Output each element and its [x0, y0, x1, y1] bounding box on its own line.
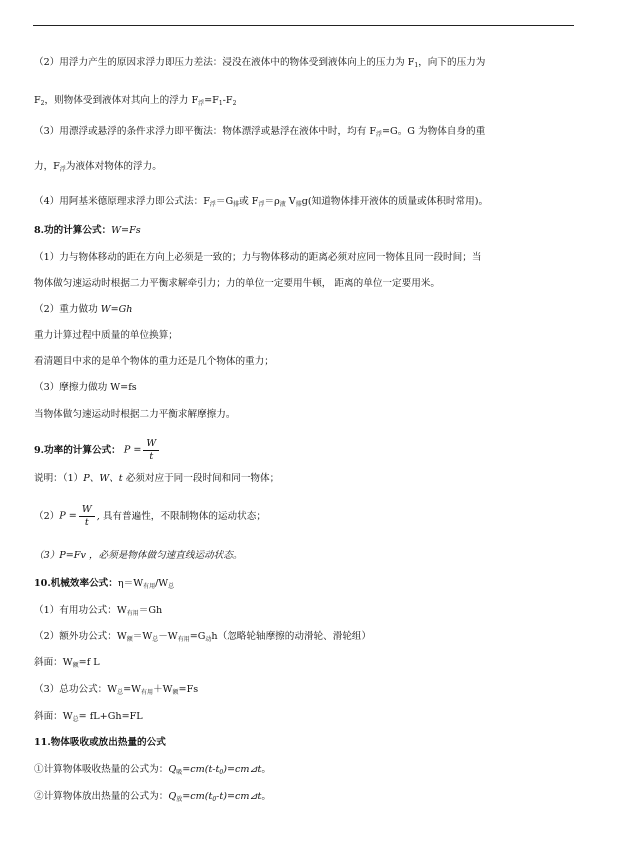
line-9c: （3）P=Fv ，必须是物体做匀速直线运动状态。 — [34, 550, 243, 561]
line-11b: ②计算物体放出热量的公式为：$Q_放=cm(t_0-t)=cm⊿t$。 — [34, 791, 271, 803]
line-8a: （1）力与物体移动的距在方向上必须是一致的；力与物体移动的距离必须对应同一物体且同一段时间；当 — [34, 252, 482, 263]
heading-10: 10.机械效率公式：$\eta=W_{有用}/W_总$ — [34, 578, 175, 590]
line-10e: 斜面：$W_总= fL+Gh=FL$ — [34, 711, 143, 723]
power-fraction: $\frac{W}{t}$ — [143, 438, 159, 463]
line-8e: 看清题目中求的是单个物体的重力还是几个物体的重力； — [34, 356, 274, 367]
heading-8: 8.功的计算公式：W=Fs — [34, 225, 141, 236]
line-8b: 物体做匀速运动时根据二力平衡求解牵引力；力的单位一定要用牛顿， 距离的单位一定要用米。 — [34, 278, 440, 289]
line-10d: （3）总功公式：$W_总=W_{有用}+W_额=Fs$ — [34, 684, 199, 696]
line-8f: （3）摩擦力做功 W=fs — [34, 382, 137, 393]
power-fraction-2: $\frac{W}{t}$ — [79, 504, 95, 529]
line-8d: 重力计算过程中质量的单位换算； — [34, 330, 178, 341]
line-9a: 说明：（1）P、W、t 必须对应于同一段时间和同一物体； — [34, 473, 280, 484]
line-10c: 斜面：$W_额=f$ L — [34, 657, 100, 669]
header-rule — [33, 25, 574, 26]
line-p3b: 力，$F_浮$为液体对物体的浮力。 — [34, 161, 162, 173]
line-8g: 当物体做匀速运动时根据二力平衡求解摩擦力。 — [34, 409, 236, 420]
line-10b: （2）额外功公式：$W_额=W_总-W_{有用}=G_动h$（忽略轮轴摩擦的动滑轮、滑轮组） — [34, 631, 372, 643]
line-9b: （2）P = $\frac{W}{t}$ , 具有普遍性，不限制物体的运动状态； — [34, 504, 266, 528]
line-p2a: （2）用浮力产生的原因求浮力即压力差法：浸没在液体中的物体受到液体向上的压力为 $F_1$，向下的压力为 — [34, 57, 486, 69]
heading-11: 11.物体吸收或放出热量的公式 — [34, 737, 166, 748]
line-p2b: $F_2$，则物体受到液体对其向上的浮力 $F_浮=F_1-F_2$ — [34, 95, 237, 107]
heading-9: 9.功率的计算公式： P = $\frac{W}{t}$ — [34, 438, 161, 463]
line-8c: （2）重力做功 W=Gh — [34, 304, 133, 315]
line-10a: （1）有用功公式：$W_{有用}=Gh$ — [34, 605, 163, 617]
line-p4: （4）用阿基米德原理求浮力即公式法：$F_浮=G_排$或 $F_浮=\rho_液$ $V_排g$(知道物体排开液体的质量或体积时常用)。 — [34, 196, 489, 208]
line-11a: ①计算物体吸收热量的公式为：$Q_吸=cm(t-t_0)=cm⊿t$。 — [34, 764, 271, 776]
line-p3a: （3）用漂浮或悬浮的条件求浮力即平衡法：物体漂浮或悬浮在液体中时，均有 $F_浮=G$。G 为物体自身的重 — [34, 126, 486, 138]
